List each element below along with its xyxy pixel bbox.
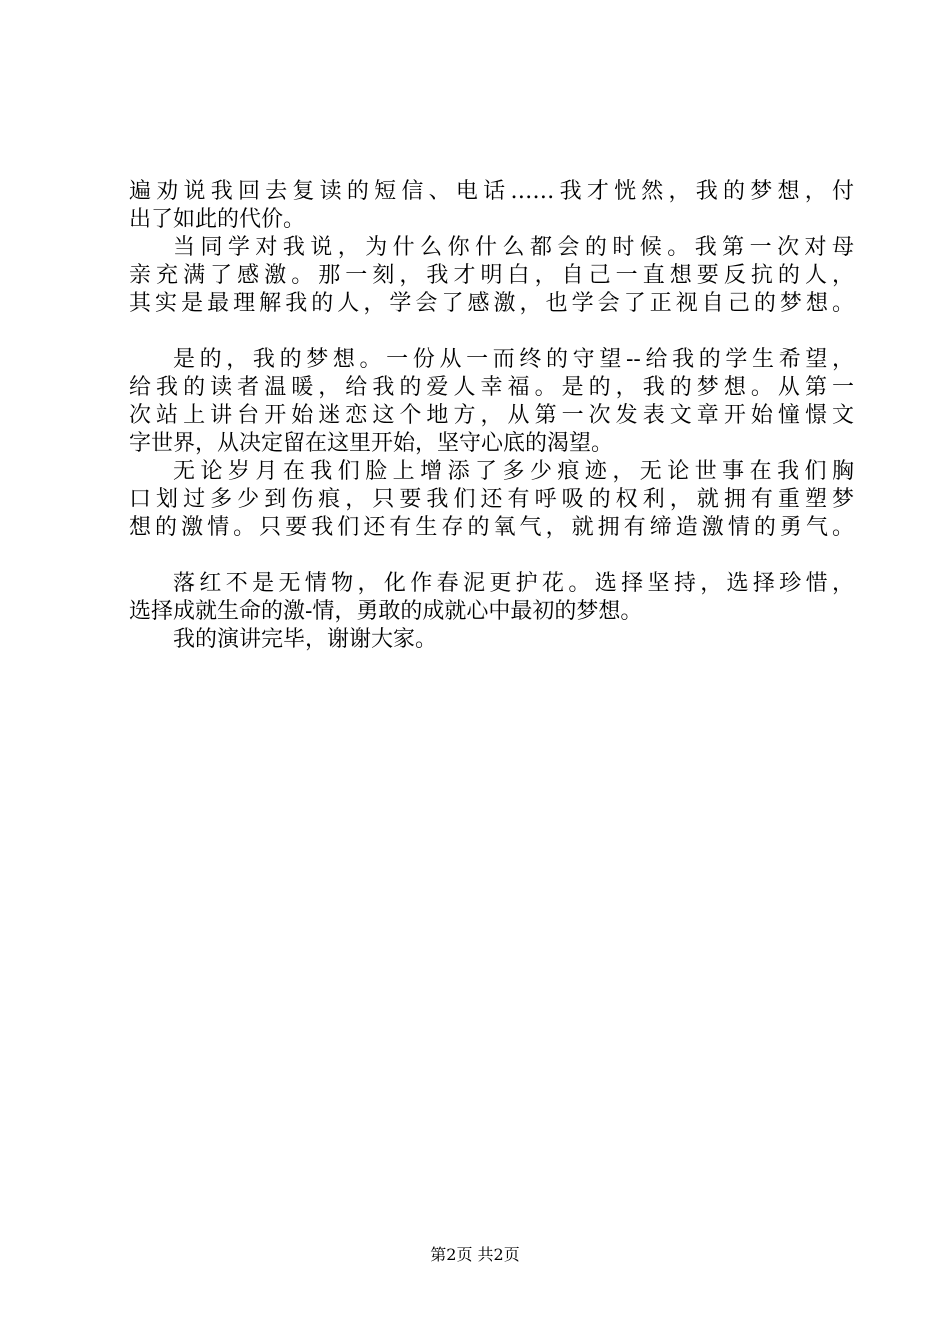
- text-line: 给我的读者温暖，给我的爱人幸福。是的，我的梦想。从第一: [129, 375, 854, 400]
- text-line: 想的激情。只要我们还有生存的氧气，就拥有缔造激情的勇气。: [129, 515, 854, 540]
- text-line: 是的，我的梦想。一份从一而终的守望--给我的学生希望，: [173, 347, 854, 372]
- paragraph-gap: [129, 542, 854, 570]
- paragraph: [129, 626, 854, 654]
- paragraph: [129, 178, 854, 234]
- paragraph: [129, 346, 854, 458]
- paragraph: [129, 458, 854, 542]
- document-body: [129, 178, 854, 654]
- paragraph-gap: [129, 318, 854, 346]
- paragraph: [129, 234, 854, 318]
- text-line: 次站上讲台开始迷恋这个地方，从第一次发表文章开始憧憬文: [129, 403, 854, 428]
- text-line: 遍劝说我回去复读的短信、电话……我才恍然，我的梦想，付: [129, 179, 854, 204]
- text-line: 我的演讲完毕，谢谢大家。: [173, 627, 438, 652]
- text-line: 当同学对我说，为什么你什么都会的时候。我第一次对母: [173, 235, 854, 260]
- text-line: 字世界，从决定留在这里开始，坚守心底的渴望。: [129, 431, 614, 456]
- paragraph: [129, 570, 854, 626]
- text-line: 选择成就生命的激-情，勇敢的成就心中最初的梦想。: [129, 599, 643, 624]
- text-line: 无论岁月在我们脸上增添了多少痕迹，无论世事在我们胸: [173, 459, 854, 484]
- page-footer: 第2页 共2页: [430, 1245, 520, 1264]
- text-line: 口划过多少到伤痕，只要我们还有呼吸的权利，就拥有重塑梦: [129, 487, 854, 512]
- text-line: 落红不是无情物，化作春泥更护花。选择坚持，选择珍惜，: [173, 571, 854, 596]
- text-line: 亲充满了感激。那一刻，我才明白，自己一直想要反抗的人，: [129, 263, 854, 288]
- text-line: 其实是最理解我的人，学会了感激，也学会了正视自己的梦想。: [129, 291, 854, 316]
- text-line: 出了如此的代价。: [129, 207, 306, 232]
